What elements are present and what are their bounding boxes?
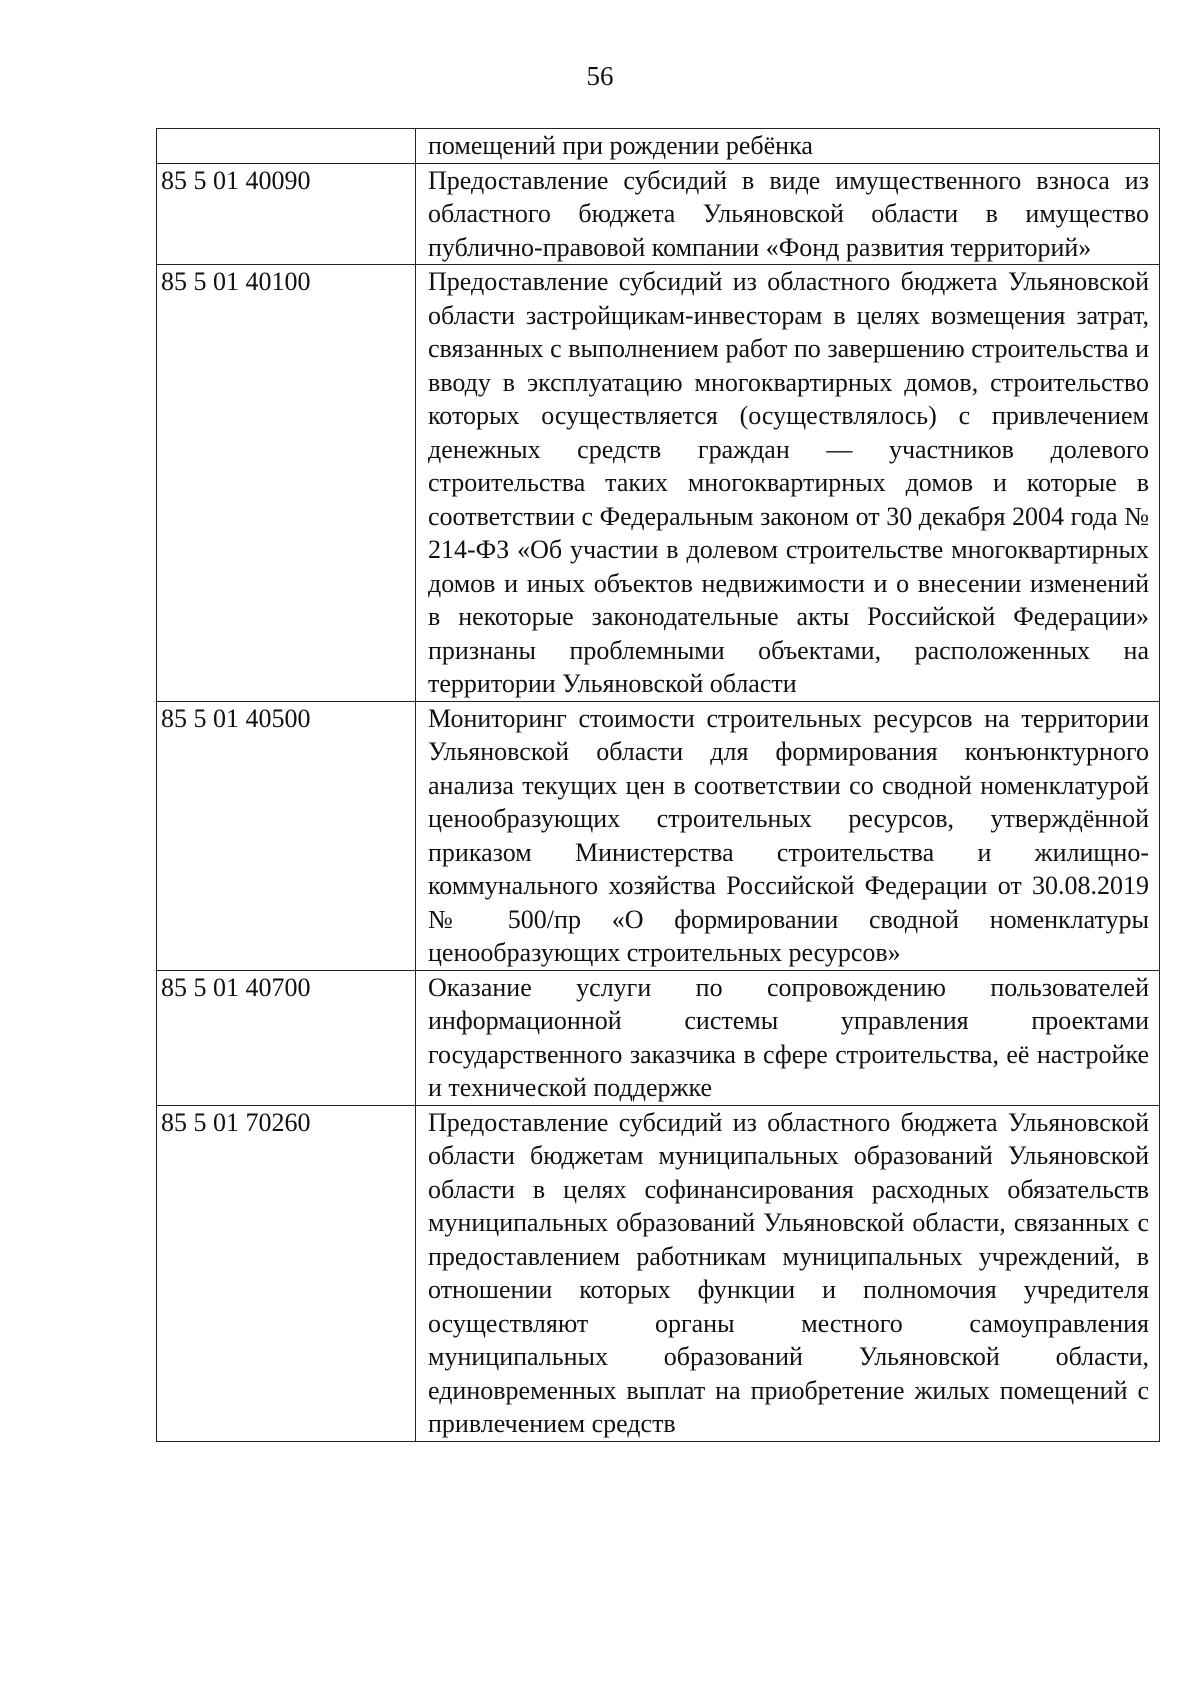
- code-cell: 85 5 01 40500: [157, 701, 416, 970]
- description-text: помещений при рождении ребёнка: [428, 131, 813, 160]
- description-text: Предоставление субсидий из областного бюджета Ульяновской области застройщикам-инвесторам в целях возмещения затрат, связанных с выполнением работ по завершению строительства и вводу в эксплуатацию многоквартирных домов, строительство которых осуществляется (осуществлялось) с привлечением денежных средств граждан — участников долевого строительства таких многоквартирных домов и которые в соответствии с Федеральным законом от 30 декабря 2004 года № 214-ФЗ «Об участии в долевом строительстве многоквартирных домов и иных объектов недвижимости и о внесении изменений в некоторые законодательные акты Российской Федерации» признаны проблемными объектами, расположенных на территории Ульяновской области: [428, 267, 1149, 698]
- page-number: 56: [586, 61, 614, 91]
- description-text: Мониторинг стоимости строительных ресурсов на территории Ульяновской области для формирования конъюнктурного анализа текущих цен в соответствии со сводной номенклатурой ценообразующих строительных ресурсов, утверждённой приказом Министерства строительства и жилищно-коммунального хозяйства Российской Федерации от 30.08.2019 № 500/пр «О формировании сводной номенклатуры ценообразующих строительных ресурсов»: [428, 703, 1149, 967]
- code-cell: 85 5 01 40100: [157, 265, 416, 702]
- table-row: [157, 970, 1160, 1105]
- description-text: Предоставление субсидий из областного бюджета Ульяновской области бюджетам муниципальных образований Ульяновской области в целях софинансирования расходных обязательств муниципальных образований Ульяновской области, связанных с предоставлением работникам муниципальных учреждений, в отношении которых функции и полномочия учредителя осуществляют органы местного самоуправления муниципальных образований Ульяновской области, единовременных выплат на приобретение жилых помещений с привлечением средств: [428, 1107, 1149, 1438]
- code-cell: 85 5 01 40090: [157, 163, 416, 265]
- budget-classification-table: [156, 128, 1160, 1442]
- description-cell: [416, 1105, 1160, 1441]
- table-row: [157, 265, 1160, 702]
- table-row: [157, 163, 1160, 265]
- description-cell: [416, 265, 1160, 702]
- description-cell: [416, 970, 1160, 1105]
- description-cell: [416, 163, 1160, 265]
- table-row: [157, 1105, 1160, 1441]
- description-text: Предоставление субсидий в виде имущественного взноса из областного бюджета Ульяновской области в имущество публично-правовой компании «Фонд развития территорий»: [428, 165, 1149, 262]
- table-row: [157, 129, 1160, 164]
- code-cell: [157, 129, 416, 164]
- description-text: Оказание услуги по сопровождению пользователей информационной системы управления проектами государственного заказчика в сфере строительства, её настройке и технической поддержке: [428, 972, 1149, 1102]
- table-row: [157, 701, 1160, 970]
- code-cell: 85 5 01 40700: [157, 970, 416, 1105]
- code-cell: 85 5 01 70260: [157, 1105, 416, 1441]
- description-cell: [416, 129, 1160, 164]
- description-cell: [416, 701, 1160, 970]
